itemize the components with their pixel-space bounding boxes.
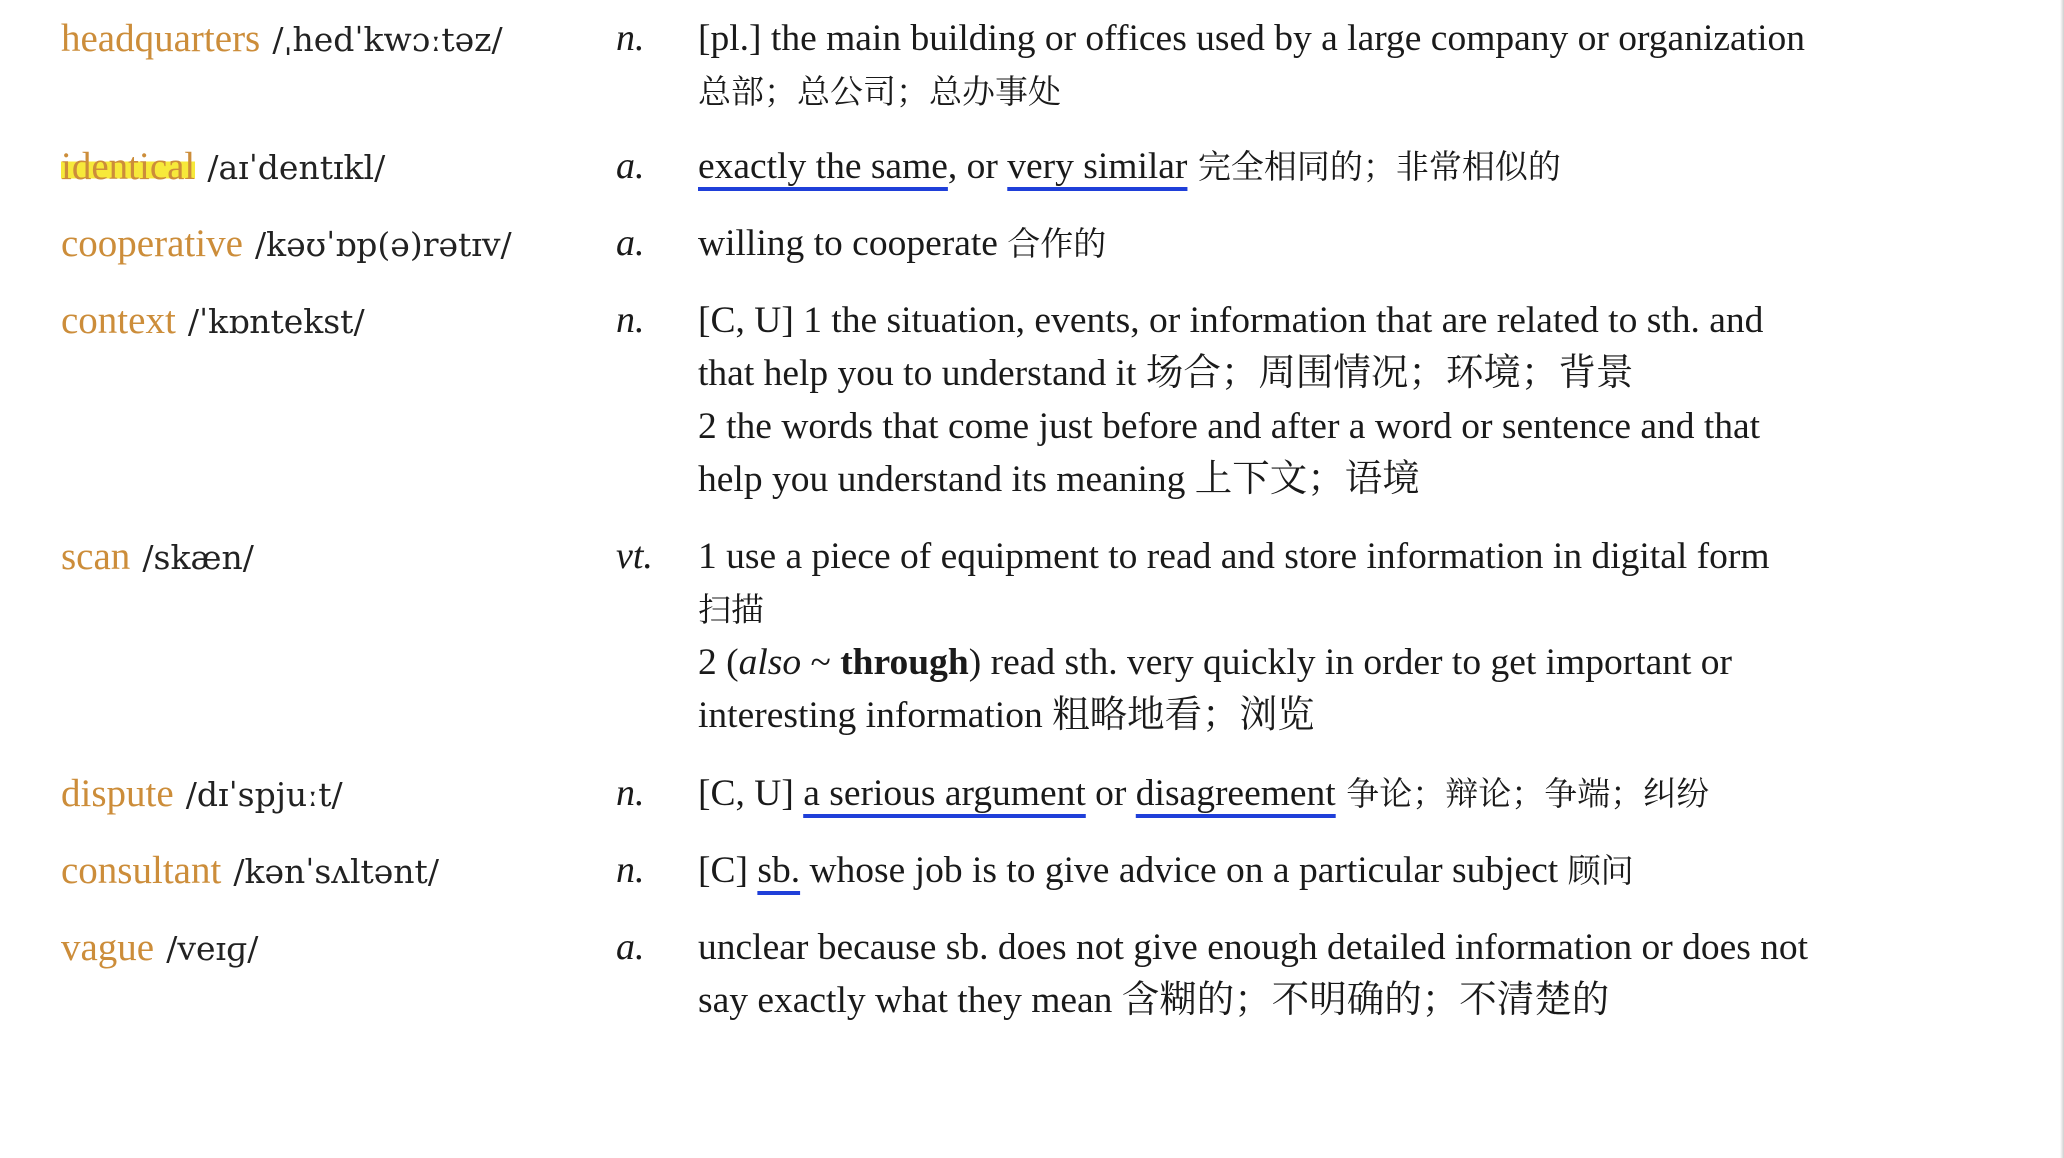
phonetic: /skæn/ (142, 538, 254, 577)
definition (698, 12, 2008, 118)
underlined-phrase: a serious argument (803, 773, 1086, 814)
phonetic: /kənˈsʌltənt/ (233, 852, 439, 891)
definition-line: unclear because sb. does not give enough detailed information or does not (698, 927, 1809, 968)
headword-block (61, 921, 258, 975)
phonetic: /ˈkɒntekst/ (187, 302, 365, 341)
headword-block (61, 530, 254, 584)
definition-line: 2 the words that come just before and after a word or sentence and that (698, 406, 1761, 447)
headword: dispute (61, 772, 174, 815)
definition-zh: 完全相同的；非常相似的 (1187, 147, 1561, 186)
definition-en: willing to cooperate (698, 223, 1008, 264)
page-edge-shadow (2060, 0, 2064, 1158)
definition-line: interesting information 粗略地看；浏览 (698, 695, 1315, 736)
headword: vague (61, 926, 155, 969)
definition-line (698, 844, 2008, 897)
definition-zh: 合作的 (1007, 224, 1107, 263)
part-of-speech: n. (616, 849, 645, 891)
underlined-phrase: exactly the same (698, 146, 948, 187)
phonetic: /veɪɡ/ (166, 929, 259, 968)
headword-block (61, 294, 365, 348)
definition (698, 140, 2008, 193)
definition (698, 844, 2008, 897)
headword-highlighted: identical (61, 145, 196, 188)
separator-text: or (1085, 773, 1136, 814)
tilde-text: ~ (801, 642, 841, 683)
phonetic: /dɪˈspjuːt/ (185, 775, 343, 814)
definition-zh: 顾问 (1567, 851, 1634, 890)
part-of-speech: n. (616, 772, 645, 814)
definition (698, 530, 2008, 742)
underlined-phrase: disagreement (1135, 773, 1336, 814)
sense-number: 2 ( (698, 642, 739, 683)
definition-zh: 争论；辩论；争端；纠纷 (1335, 774, 1710, 813)
headword-block (61, 12, 503, 66)
definition-line (698, 217, 2008, 270)
definition-en: ) read sth. very quickly in order to get important or (968, 642, 1733, 683)
headword: cooperative (61, 222, 243, 265)
headword: context (61, 299, 176, 342)
part-of-speech: n. (616, 299, 645, 341)
definition (698, 294, 2008, 506)
definition (698, 217, 2008, 270)
headword-block (61, 217, 512, 271)
part-of-speech: a. (616, 222, 645, 264)
definition (698, 767, 2008, 820)
definition-line: [C, U] 1 the situation, events, or information that are related to sth. and (698, 300, 1764, 341)
definition-line: 1 use a piece of equipment to read and store information in digital form (698, 536, 1770, 577)
definition-line: help you understand its meaning 上下文；语境 (698, 459, 1420, 500)
phonetic: /kəʊˈɒp(ə)rətɪv/ (255, 225, 512, 264)
part-of-speech: a. (616, 145, 645, 187)
definition-line: [pl.] the main building or offices used by a large company or organization (698, 18, 1806, 59)
underlined-phrase: sb. (757, 850, 801, 891)
definition-line-zh: 扫描 (698, 590, 764, 629)
part-of-speech: n. (616, 17, 645, 59)
definition-line (698, 140, 2008, 193)
definition-line (698, 636, 2008, 689)
also-label: also (738, 642, 802, 683)
grammar-label: [C, U] (698, 773, 804, 814)
headword: headquarters (61, 17, 261, 60)
definition-line: say exactly what they mean 含糊的；不明确的；不清楚的 (698, 980, 1610, 1021)
definition-en: whose job is to give advice on a particular subject (800, 850, 1568, 891)
phonetic: /ˌhedˈkwɔːtəz/ (272, 20, 503, 59)
headword: scan (61, 535, 131, 578)
headword: consultant (61, 849, 222, 892)
part-of-speech: a. (616, 926, 645, 968)
definition-line: that help you to understand it 场合；周围情况；环境；背景 (698, 353, 1634, 394)
headword-block (61, 767, 343, 821)
grammar-label: [C] (698, 850, 758, 891)
phrasal-particle: through (840, 642, 969, 683)
headword-block (61, 140, 385, 194)
separator-text: , or (947, 146, 1008, 187)
part-of-speech: vt. (616, 535, 653, 577)
headword-block (61, 844, 439, 898)
phonetic: /aɪˈdentɪkl/ (207, 148, 386, 187)
underlined-phrase: very similar (1007, 146, 1188, 187)
definition-line-zh: 总部；总公司；总办事处 (698, 72, 1061, 111)
definition-line (698, 767, 2008, 820)
definition (698, 921, 2008, 1027)
